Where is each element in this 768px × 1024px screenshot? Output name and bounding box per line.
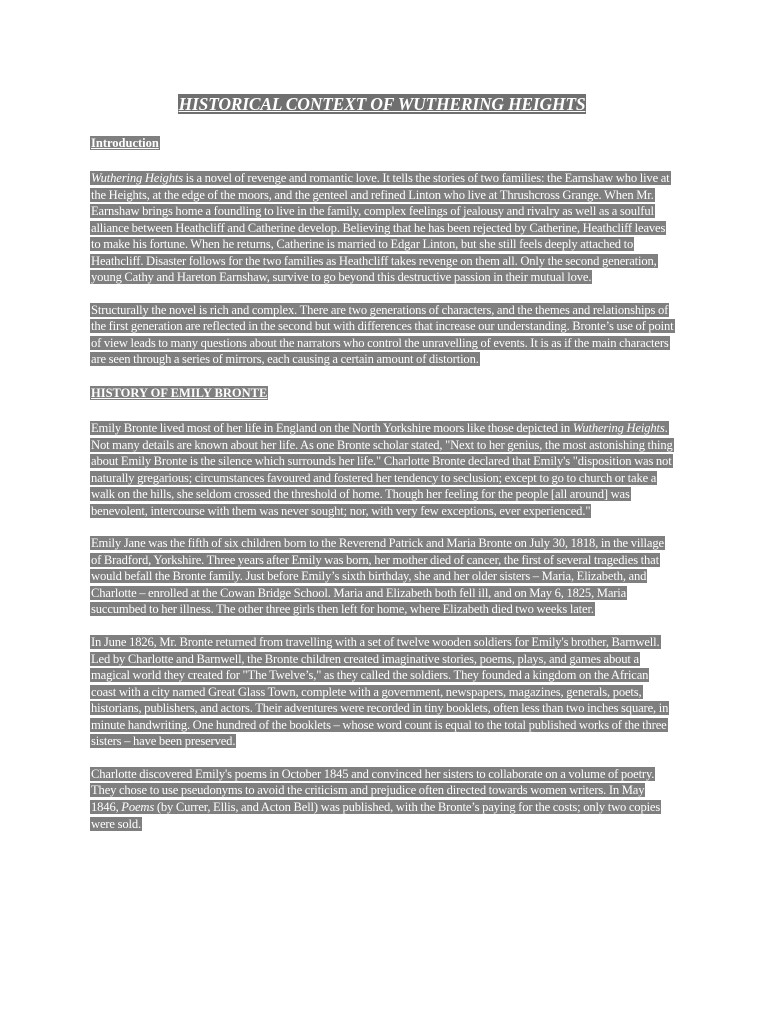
paragraph-text-pre: Charlotte discovered Emily's poems in October 1845 and convinced her sisters to collaborate on a volume of poetry. They chose to use pseudonyms to avoid the criticism and prejudice often directed towards women writers. In May 1846, [91, 766, 655, 814]
document-page [90, 92, 674, 848]
paragraph-history-3 [90, 634, 674, 750]
paragraph-history-4 [90, 766, 674, 832]
paragraph-text-pre: Emily Bronte lived most of her life in England on the North Yorkshire moors like those depicted in [91, 421, 573, 436]
paragraph-intro-1 [90, 170, 674, 286]
paragraph-intro-2 [90, 302, 674, 368]
paragraph-text: In June 1826, Mr. Bronte returned from travelling with a set of twelve wooden soldiers for Emily's brother, Barnwell. Led by Charlotte and Barnwell, the Bronte children created imaginative stories, poems, plays, and games about a magical world they created for "The Twelve’s," as they called the soldiers. They founded a kingdom on the African coast with a city named Great Glass Town, complete with a government, newspapers, magazines, generals, poets, historians, publishers, and actors. Their adventures were recorded in tiny booklets, often less than two inches square, in minute handwriting. One hundred of the booklets – whose word count is equal to the total published works of the three sisters – have been preserved. [91, 635, 669, 749]
italic-book-title: Wuthering Heights [572, 421, 665, 436]
paragraph-history-1 [90, 420, 674, 519]
section-heading-introduction-text: Introduction [91, 136, 159, 150]
paragraph-text: Emily Jane was the fifth of six children born to the Reverend Patrick and Maria Bronte on July 30, 1818, in the village of Bradford, Yorkshire. Three years after Emily was born, her mother died of cancer, the first of several tragedies that would befall the Bronte family. Just before Emily’s sixth birthday, she and her older sisters – Maria, Elizabeth, and Charlotte – enrolled at the Cowan Bridge School. Maria and Elizabeth both fell ill, and on May 6, 1825, Maria succumbed to her illness. The other three girls then left for home, where Elizabeth died two weeks later. [91, 536, 664, 617]
section-heading-introduction [90, 134, 674, 152]
document-title [90, 92, 674, 116]
section-heading-history-text: HISTORY OF EMILY BRONTE [91, 386, 268, 401]
section-heading-history [90, 384, 674, 402]
paragraph-text: Structurally the novel is rich and complex. There are two generations of characters, and the themes and relationships of the first generation are reflected in the second but with differences that increase our understanding. Bronte’s use of point of view leads to many questions about the narrators who control the unravelling of events. It is as if the main characters are seen through a series of mirrors, each causing a certain amount of distortion. [91, 302, 674, 367]
paragraph-text: is a novel of revenge and romantic love. It tells the stories of two families: the Earnshaw who live at the Heights, at the edge of the moors, and the genteel and refined Linton who live at Thrushcross Grange. When Mr. Earnshaw brings home a foundling to live in the family, complex feelings of jealousy and rivalry as well as a soulful alliance between Heathcliff and Catherine develop. Believing that he has been rejected by Catherine, Heathcliff leaves to make his fortune. When he returns, Catherine is married to Edgar Linton, but she still feels deeply attached to Heathcliff. Disaster follows for the two families as Heathcliff takes revenge on them all. Only the second generation, young Cathy and Hareton Earnshaw, survive to go beyond this destructive passion in their mutual love. [91, 171, 670, 285]
document-title-text: HISTORICAL CONTEXT OF WUTHERING HEIGHTS [178, 94, 586, 114]
italic-book-title: Wuthering Heights [91, 171, 183, 185]
italic-book-title: Poems [121, 799, 155, 814]
paragraph-text: . Not many details are known about her life. As one Bronte scholar stated, "Next to her genius, the most astonishing thing about Emily Bronte is the silence which surrounds her life." Charlotte Bronte declared that Emily's "disposition was not naturally gregarious; circumstances favoured and fostered her tendency to seclusion; except to go to church or take a walk on the hills, she seldom crossed the threshold of home. Though her feeling for the people [all around] was benevolent, intercourse with them was never sought; nor, with very few exceptions, ever experienced." [91, 421, 673, 518]
paragraph-text: (by Currer, Ellis, and Acton Bell) was published, with the Bronte’s paying for the costs; only two copies were sold. [91, 799, 661, 831]
paragraph-history-2 [90, 535, 674, 618]
